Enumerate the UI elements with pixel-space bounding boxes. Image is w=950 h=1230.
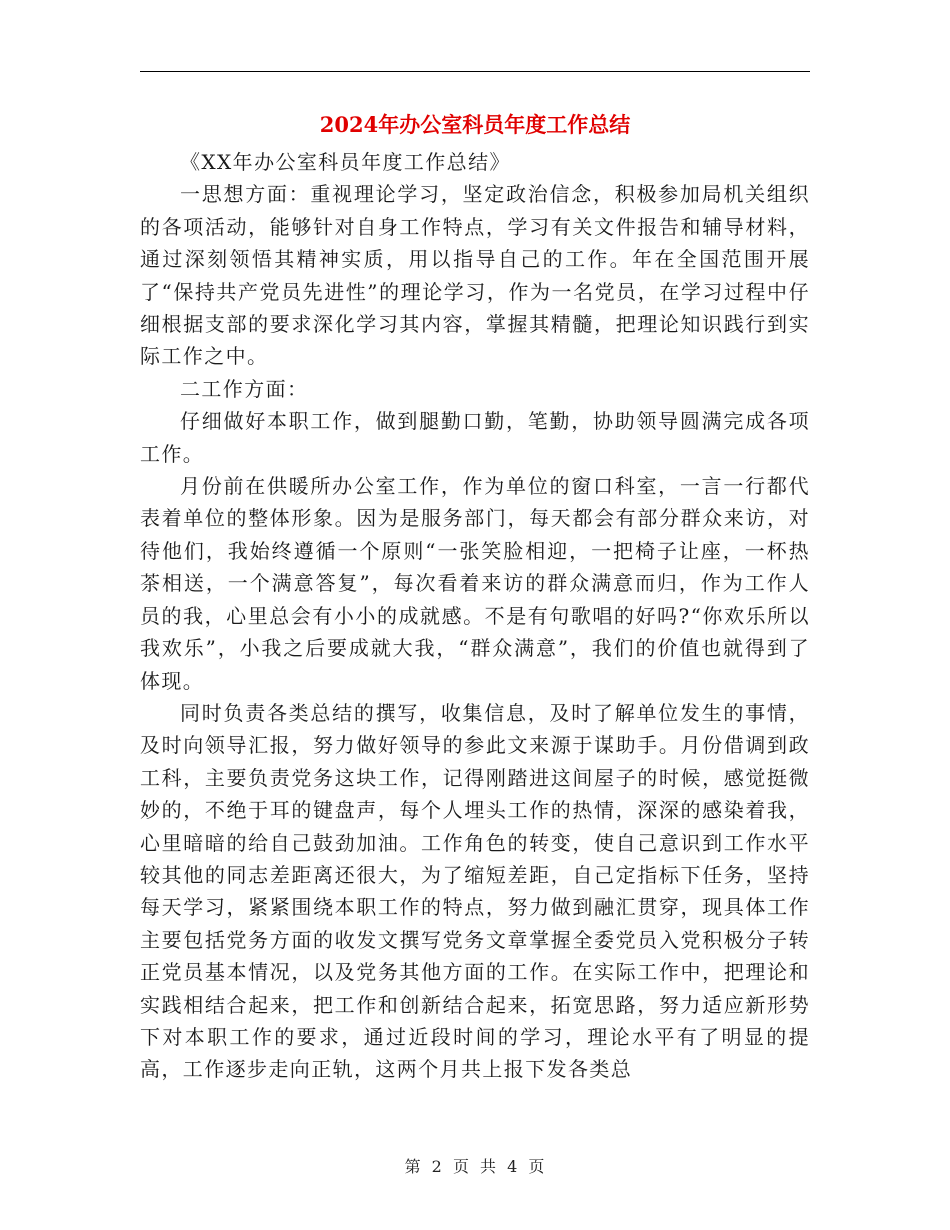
header-rule: [140, 71, 810, 72]
paragraph-subtitle: 《XX年办公室科员年度工作总结》: [180, 150, 511, 174]
paragraph-party-work: 同时负责各类总结的撰写，收集信息，及时了解单位发生的事情，及时向领导汇报，努力做好领导的参此文来源于谋助手。月份借调到政工科，主要负责党务这块工作，记得刚踏进这间屋子的时候，感觉挺微妙的，不绝于耳的键盘声，每个人埋头工作的热情，深深的感染着我，心里暗暗的给自己鼓劲加油。工作角色的转变，使自己意识到工作水平较其他的同志差距离还很大，为了缩短差距，自己定指标下任务，坚持每天学习，紧紧围绕本职工作的特点，努力做到融汇贯穿，现具体工作主要包括党务方面的收发文撰写党务文章掌握全委党员入党积极分子转正党员基本情况，以及党务其他方面的工作。在实际工作中，把理论和实践相结合起来，把工作和创新结合起来，拓宽思路，努力适应新形势下对本职工作的要求，通过近段时间的学习，理论水平有了明显的提高，工作逐步走向正轨，这两个月共上报下发各类总: [140, 700, 810, 1082]
paragraph-thought: 一思想方面：重视理论学习，坚定政治信念，积极参加局机关组织的各项活动，能够针对自身工作特点，学习有关文件报告和辅导材料，通过深刻领悟其精神实质，用以指导自己的工作。年在全国范围开展了“保持共产党员先进性”的理论学习，作为一名党员，在学习过程中仔细根据支部的要求深化学习其内容，掌握其精髓，把理论知识践行到实际工作之中。: [140, 182, 810, 369]
paragraph-office-work: 月份前在供暖所办公室工作，作为单位的窗口科室，一言一行都代表着单位的整体形象。因为是服务部门，每天都会有部分群众来访，对待他们，我始终遵循一个原则“一张笑脸相迎，一把椅子让座，一杯热茶相送，一个满意答复”，每次看着来访的群众满意而归，作为工作人员的我，心里总会有小小的成就感。不是有句歌唱的好吗?“你欢乐所以我欢乐”，小我之后要成就大我，“群众满意”，我们的价值也就得到了体现。: [140, 474, 810, 693]
document-body: [140, 146, 810, 1086]
document-title: 2024年办公室科员年度工作总结: [319, 112, 631, 137]
page-number-footer: 第 2 页 共 4 页: [404, 1157, 546, 1176]
paragraph-work-heading: 二工作方面：: [180, 376, 309, 401]
paragraph-duties: 仔细做好本职工作，做到腿勤口勤，笔勤，协助领导圆满完成各项工作。: [140, 409, 810, 466]
